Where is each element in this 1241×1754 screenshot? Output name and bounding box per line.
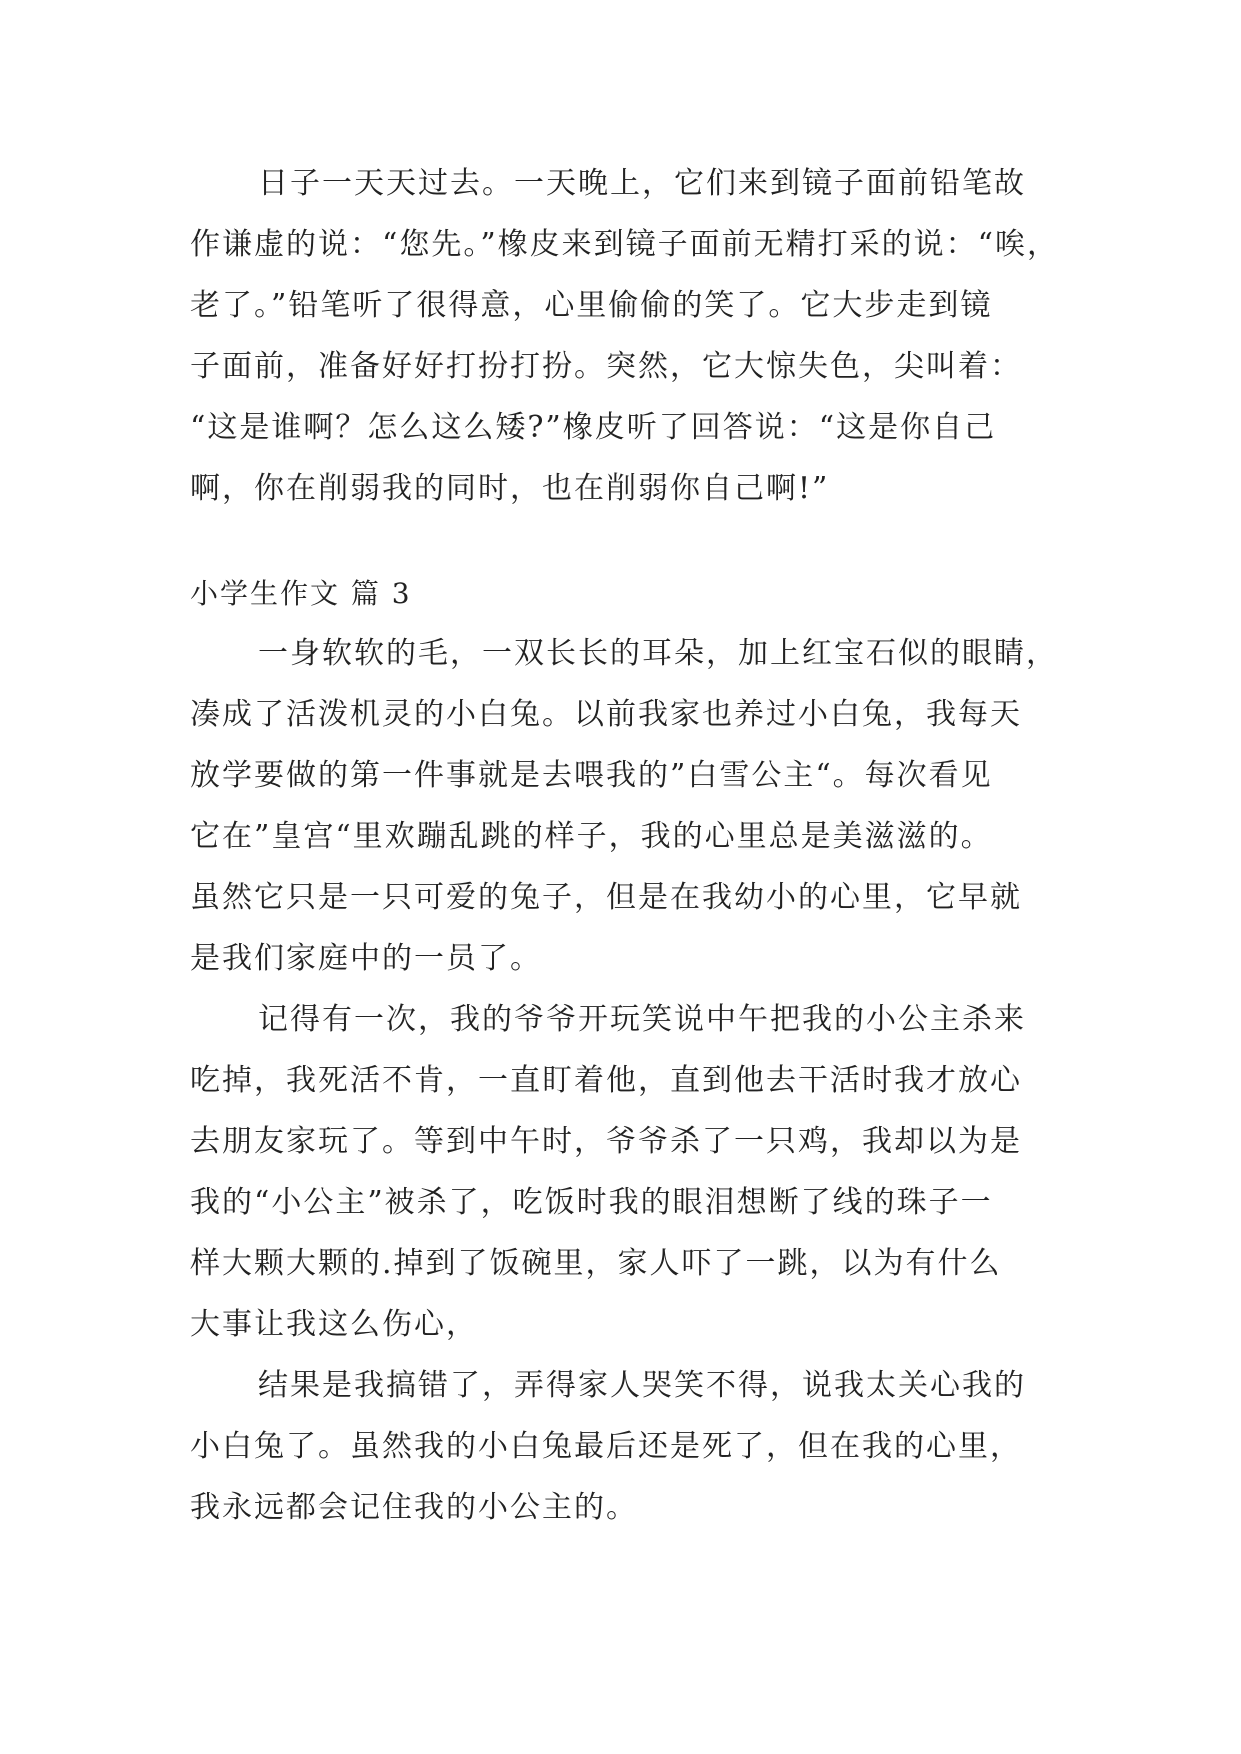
paragraph-2-line-5: 虽然它只是一只可爱的兔子，但是在我幼小的心里，它早就: [190, 880, 1022, 915]
paragraph-2-line-6: 是我们家庭中的一员了。: [190, 941, 542, 976]
paragraph-2-line-3: 放学要做的第一件事就是去喂我的”白雪公主“。每次看见: [190, 758, 993, 793]
paragraph-3-line-4: 我的“小公主”被杀了，吃饭时我的眼泪想断了线的珠子一: [190, 1185, 993, 1220]
paragraph-3-line-3: 去朋友家玩了。等到中午时，爷爷杀了一只鸡，我却以为是: [190, 1124, 1022, 1159]
paragraph-1-line-3: 老了。”铅笔听了很得意，心里偷偷的笑了。它大步走到镜: [190, 288, 993, 323]
paragraph-4-line-3: 我永远都会记住我的小公主的。: [190, 1490, 638, 1525]
paragraph-1-line-5: “这是谁啊？怎么这么矮?”橡皮听了回答说：“这是你自己: [190, 410, 997, 445]
paragraph-2-line-2: 凑成了活泼机灵的小白兔。以前我家也养过小白兔，我每天: [190, 697, 1022, 732]
paragraph-1-line-4: 子面前，准备好好打扮打扮。突然，它大惊失色，尖叫着：: [190, 349, 1022, 384]
paragraph-4-line-2: 小白兔了。虽然我的小白兔最后还是死了，但在我的心里，: [190, 1429, 1022, 1464]
paragraph-3-line-5: 样大颗大颗的.掉到了饭碗里，家人吓了一跳，以为有什么: [190, 1246, 1002, 1281]
paragraph-1-line-6: 啊，你在削弱我的同时，也在削弱你自己啊!”: [190, 471, 830, 506]
paragraph-2-line-4: 它在”皇宫“里欢蹦乱跳的样子，我的心里总是美滋滋的。: [190, 819, 993, 854]
paragraph-2-line-1: 一身软软的毛，一双长长的耳朵，加上红宝石似的眼睛，: [258, 636, 1058, 671]
paragraph-1-line-2: 作谦虚的说：“您先。”橡皮来到镜子面前无精打采的说：“唉，: [190, 227, 1060, 262]
paragraph-4-line-1: 结果是我搞错了，弄得家人哭笑不得，说我太关心我的: [258, 1368, 1026, 1403]
paragraph-1-line-1: 日子一天天过去。一天晚上，它们来到镜子面前铅笔故: [258, 166, 1026, 201]
paragraph-3-line-2: 吃掉，我死活不肯，一直盯着他，直到他去干活时我才放心: [190, 1063, 1022, 1098]
section-heading: 小学生作文 篇 3: [190, 577, 412, 610]
paragraph-3-line-1: 记得有一次，我的爷爷开玩笑说中午把我的小公主杀来: [258, 1002, 1026, 1037]
paragraph-3-line-6: 大事让我这么伤心，: [190, 1307, 478, 1342]
